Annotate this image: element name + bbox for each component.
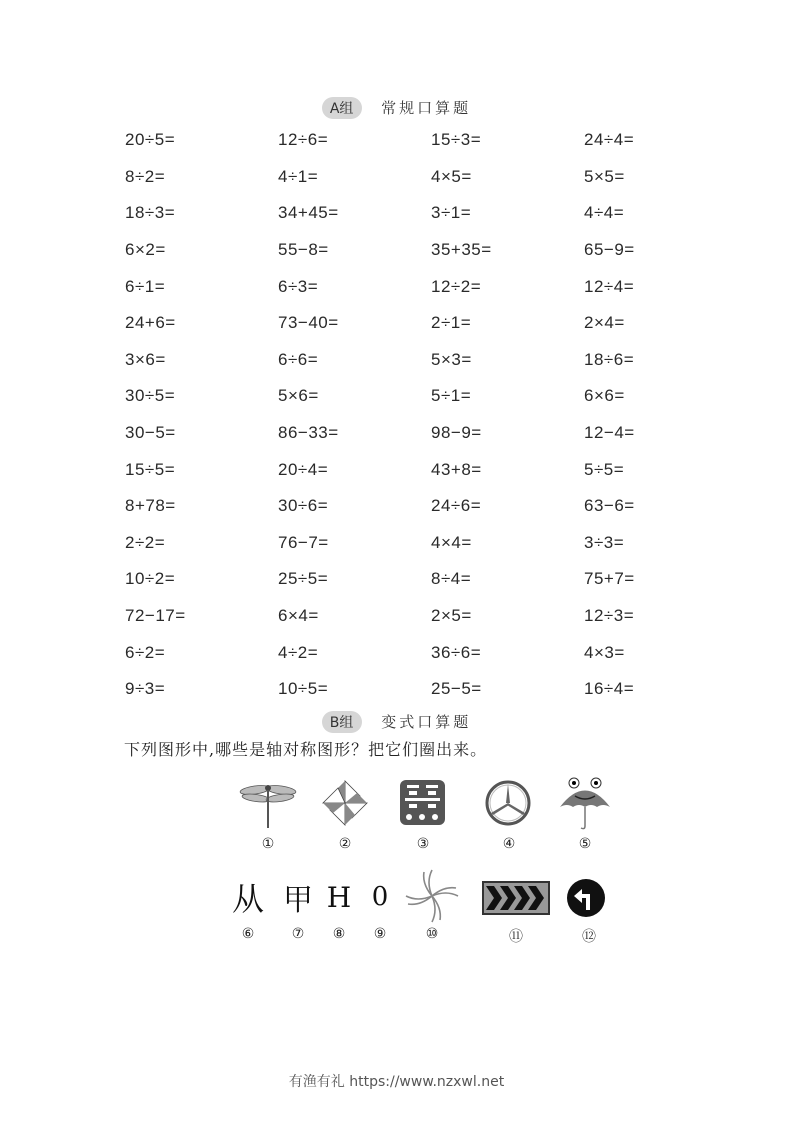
arithmetic-problem: 6×2=: [125, 240, 166, 260]
figure-3[interactable]: [395, 775, 450, 830]
figure-2[interactable]: [320, 778, 370, 828]
arithmetic-problem: 6÷1=: [125, 276, 166, 296]
double-happiness-papercut-icon: [395, 775, 450, 830]
arithmetic-problem: 10÷2=: [125, 569, 176, 589]
figure-7[interactable]: [280, 876, 316, 918]
arithmetic-problem: 35+35=: [431, 240, 492, 260]
figure-10[interactable]: [404, 868, 460, 924]
arithmetic-problem: 12−4=: [584, 423, 635, 443]
character-cong: 从: [231, 880, 264, 918]
swirl-flower-icon: [404, 868, 460, 924]
arithmetic-problem: 18÷6=: [584, 349, 635, 369]
figure-6[interactable]: [228, 876, 268, 918]
footer-watermark: 有渔有礼 https://www.nzxwl.net: [288, 1074, 505, 1090]
figure-5[interactable]: [555, 774, 615, 832]
arithmetic-problem: 4÷4=: [584, 203, 625, 223]
figure-3-label: ③: [416, 836, 430, 852]
problem-row: [125, 159, 685, 196]
problem-row: [125, 525, 685, 562]
arithmetic-problem: 65−9=: [584, 240, 635, 260]
figure-5-label: ⑤: [578, 836, 592, 852]
problem-row: [125, 488, 685, 525]
arithmetic-problem: 76−7=: [278, 532, 329, 552]
arithmetic-problem: 18÷3=: [125, 203, 176, 223]
problem-row: [125, 671, 685, 708]
arithmetic-problem: 4×5=: [431, 166, 472, 186]
arithmetic-problem: 3÷1=: [431, 203, 472, 223]
arithmetic-problem: 72−17=: [125, 606, 186, 626]
arithmetic-problem: 5×5=: [584, 166, 625, 186]
arithmetic-problem: 4×3=: [584, 642, 625, 662]
arithmetic-problem: 2÷2=: [125, 532, 166, 552]
figure-4-label: ④: [502, 836, 516, 852]
arithmetic-problem: 12÷3=: [584, 606, 635, 626]
figure-9[interactable]: [368, 876, 392, 918]
arithmetic-problem: 8+78=: [125, 496, 176, 516]
arithmetic-problem: 25−5=: [431, 679, 482, 699]
arithmetic-problem: 24+6=: [125, 313, 176, 333]
arithmetic-problem: 24÷4=: [584, 130, 635, 150]
left-turn-sign-icon: [566, 878, 606, 918]
letter-h: H: [326, 880, 352, 914]
arithmetic-problem: 10÷5=: [278, 679, 329, 699]
figure-9-label: ⑨: [373, 926, 387, 942]
arithmetic-problem: 15÷3=: [431, 130, 482, 150]
character-jia: 甲: [283, 883, 313, 918]
arithmetic-problem: 12÷6=: [278, 130, 329, 150]
arithmetic-problem: 36÷6=: [431, 642, 482, 662]
arithmetic-problem: 6÷3=: [278, 276, 319, 296]
arithmetic-problem: 63−6=: [584, 496, 635, 516]
problem-row: [125, 598, 685, 635]
arithmetic-problem: 8÷4=: [431, 569, 472, 589]
figure-7-label: ⑦: [291, 926, 305, 942]
arithmetic-problem: 43+8=: [431, 459, 482, 479]
problem-row: [125, 342, 685, 379]
figure-11[interactable]: [482, 881, 550, 915]
arithmetic-problem: 20÷5=: [125, 130, 176, 150]
arithmetic-problem: 9÷3=: [125, 679, 166, 699]
arithmetic-problem: 4×4=: [431, 532, 472, 552]
section-a-badge: A组: [322, 97, 363, 119]
arithmetic-problem: 55−8=: [278, 240, 329, 260]
arithmetic-problem: 8÷2=: [125, 166, 166, 186]
arithmetic-problem: 73−40=: [278, 313, 339, 333]
arithmetic-problem: 34+45=: [278, 203, 339, 223]
figure-10-label: ⑩: [425, 926, 439, 942]
arithmetic-problem: 6÷6=: [278, 349, 319, 369]
figure-12[interactable]: [566, 878, 606, 918]
arithmetic-problem: 12÷4=: [584, 276, 635, 296]
arithmetic-problem: 30−5=: [125, 423, 176, 443]
arithmetic-problem: 6×4=: [278, 606, 319, 626]
arithmetic-problem: 24÷6=: [431, 496, 482, 516]
arithmetic-problem: 3÷3=: [584, 532, 625, 552]
figure-2-label: ②: [338, 836, 352, 852]
arithmetic-problem: 5÷5=: [584, 459, 625, 479]
digit-zero: 0: [371, 882, 389, 912]
chevron-sign-icon: [482, 881, 550, 915]
figure-6-label: ⑥: [241, 926, 255, 942]
section-a-title: 常规口算题: [381, 99, 472, 117]
arithmetic-problem: 12÷2=: [431, 276, 482, 296]
problem-row: [125, 232, 685, 269]
arithmetic-problem: 5÷1=: [431, 386, 472, 406]
section-b-title: 变式口算题: [381, 713, 472, 731]
arithmetic-grid: [125, 122, 685, 708]
arithmetic-problem: 30÷5=: [125, 386, 176, 406]
arithmetic-problem: 6×6=: [584, 386, 625, 406]
problem-row: [125, 195, 685, 232]
section-a-header: [0, 97, 793, 119]
figure-12-label: ⑫: [582, 929, 596, 945]
pinwheel-icon: [320, 778, 370, 828]
arithmetic-problem: 16÷4=: [584, 679, 635, 699]
section-b-header: [0, 711, 793, 733]
arithmetic-problem: 2×5=: [431, 606, 472, 626]
frog-umbrella-icon: [555, 774, 615, 832]
arithmetic-problem: 2÷1=: [431, 313, 472, 333]
dragonfly-icon: [238, 778, 298, 833]
problem-row: [125, 305, 685, 342]
question-text: 下列图形中,哪些是轴对称图形？把它们圈出来。: [124, 740, 488, 759]
arithmetic-problem: 4÷2=: [278, 642, 319, 662]
arithmetic-problem: 75+7=: [584, 569, 635, 589]
figure-8-label: ⑧: [332, 926, 346, 942]
arithmetic-problem: 5×3=: [431, 349, 472, 369]
mercedes-logo-icon: [483, 778, 533, 828]
problem-row: [125, 268, 685, 305]
problem-row: [125, 634, 685, 671]
arithmetic-problem: 86−33=: [278, 423, 339, 443]
problem-row: [125, 122, 685, 159]
problem-row: [125, 415, 685, 452]
problem-row: [125, 451, 685, 488]
arithmetic-problem: 4÷1=: [278, 166, 319, 186]
figure-1-label: ①: [261, 836, 275, 852]
arithmetic-problem: 30÷6=: [278, 496, 329, 516]
problem-row: [125, 378, 685, 415]
figure-11-label: ⑪: [509, 929, 523, 945]
figure-8[interactable]: [327, 876, 351, 918]
arithmetic-problem: 25÷5=: [278, 569, 329, 589]
arithmetic-problem: 3×6=: [125, 349, 166, 369]
figure-4[interactable]: [483, 778, 533, 828]
arithmetic-problem: 2×4=: [584, 313, 625, 333]
figure-1[interactable]: [238, 778, 298, 833]
section-b-badge: B组: [322, 711, 363, 733]
arithmetic-problem: 5×6=: [278, 386, 319, 406]
arithmetic-problem: 98−9=: [431, 423, 482, 443]
arithmetic-problem: 20÷4=: [278, 459, 329, 479]
arithmetic-problem: 15÷5=: [125, 459, 176, 479]
problem-row: [125, 561, 685, 598]
arithmetic-problem: 6÷2=: [125, 642, 166, 662]
